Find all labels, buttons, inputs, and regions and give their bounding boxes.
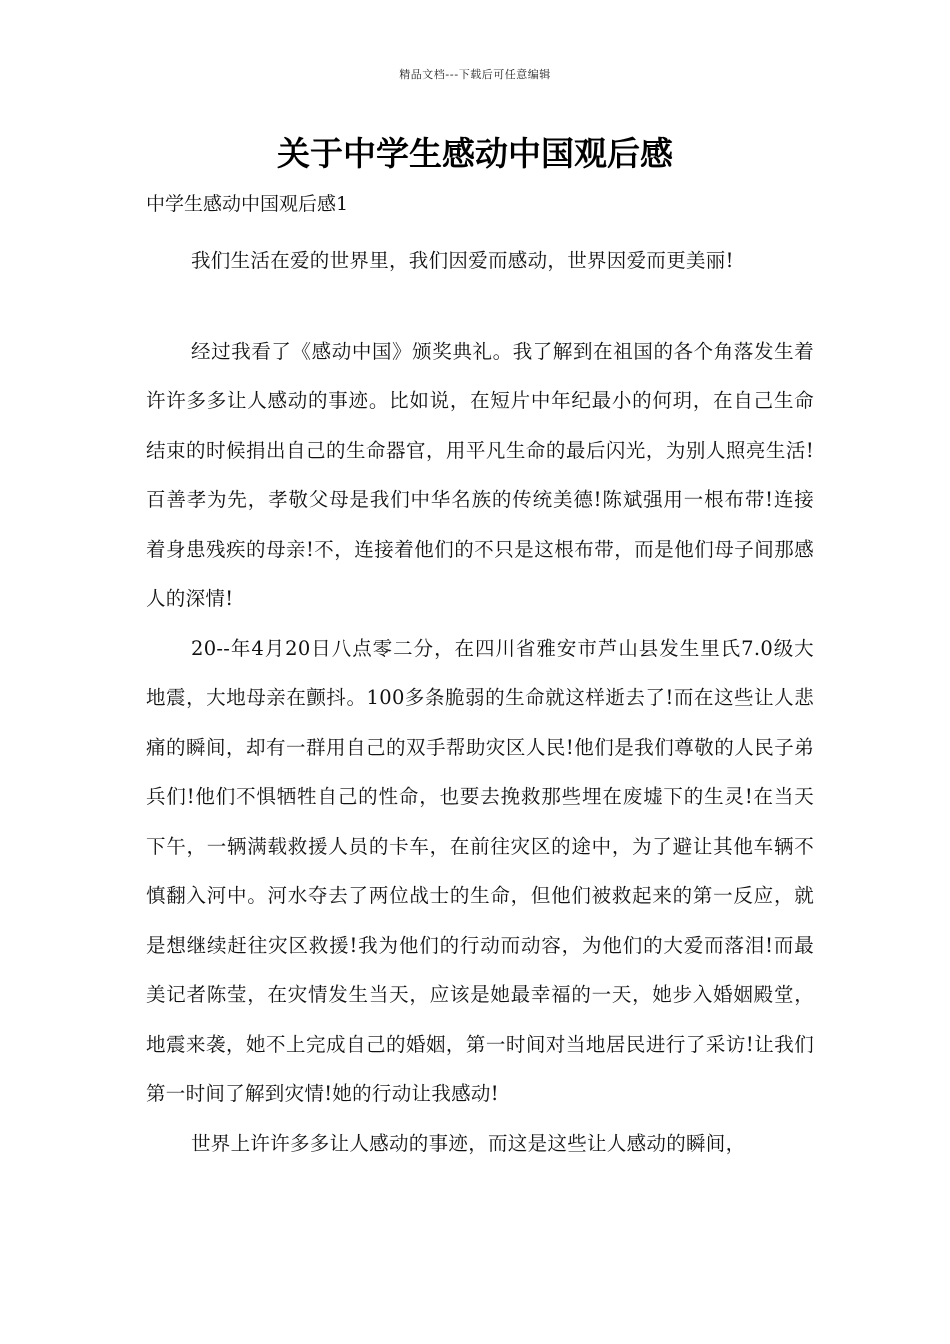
section-heading: 中学生感动中国观后感1 xyxy=(146,193,349,215)
document-title: 关于中学生感动中国观后感 xyxy=(277,134,673,173)
paragraph: 我们生活在爱的世界里，我们因爱而感动，世界因爱而更美丽! xyxy=(191,249,734,272)
document-body xyxy=(146,236,814,1168)
header-note: 精品文档---下载后可任意编辑 xyxy=(399,68,551,81)
paragraph: 世界上许许多多让人感动的事迹，而这是这些让人感动的瞬间， xyxy=(191,1131,746,1155)
paragraph: 经过我看了《感动中国》颁奖典礼。我了解到在祖国的各个角落发生着许许多多让人感动的事迹。比如说，在短片中年纪最小的何玥，在自己生命结束的时候捐出自己的生命器官，用平凡生命的最后闪光，为别人照亮生活!百善孝为先，孝敬父母是我们中华名族的传统美德!陈斌强用一根布带!连接着身患残疾的母亲!不，连接着他们的不只是这根布带，而是他们母子间那感人的深情! xyxy=(146,339,814,610)
paragraph: 20--年4月20日八点零二分，在四川省雅安市芦山县发生里氏7.0级大地震，大地母亲在颤抖。100多条脆弱的生命就这样逝去了!而在这些让人悲痛的瞬间，却有一群用自己的双手帮助灾区人民!他们是我们尊敬的人民子弟兵们!他们不惧牺牲自己的性命，也要去挽救那些埋在废墟下的生灵!在当天下午，一辆满载救援人员的卡车，在前往灾区的途中，为了避让其他车辆不慎翻入河中。河水夺去了两位战士的生命，但他们被救起来的第一反应，就是想继续赶往灾区救援!我为他们的行动而动容，为他们的大爱而落泪!而最美记者陈莹，在灾情发生当天，应该是她最幸福的一天，她步入婚姻殿堂，地震来袭，她不上完成自己的婚姻，第一时间对当地居民进行了采访!让我们第一时间了解到灾情!她的行动让我感动! xyxy=(146,636,814,1105)
